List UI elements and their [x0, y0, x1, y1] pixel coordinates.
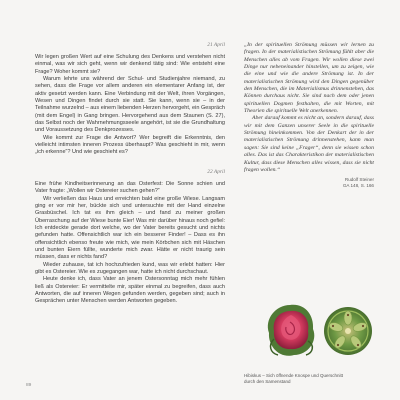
body-paragraph: Wieder zuhause, tat ich hochzufrieden kund, was wir erlebt hatten: Hier gibt es Ostereier. Wie es zugegangen war, hatte ich nicht durchschaut.	[35, 261, 225, 275]
page-number: 89	[26, 383, 32, 388]
quote-source	[244, 177, 374, 188]
image-caption: Hibiskus – Sich öffnende Knospe und Querschnitt durch den Samenstand	[244, 373, 343, 384]
hibiscus-bud-icon	[268, 305, 314, 356]
body-paragraph: Wie kommt zur Frage die Antwort? Wer begreift die Erkenntnis, den vielleicht intimsten inneren Prozess überhaupt? Was geschieht in mir, wenn „ich erkenne“? Und wie geschieht es?	[35, 134, 225, 156]
body-paragraph: Wir legen großen Wert auf eine Schulung des Denkens und verstehen nicht einmal, was wir sich geht, wenn wir denkend tätig sind: Wie entsteht eine Frage? Woher kommt sie?	[35, 54, 225, 75]
body-paragraph: Wir verließen das Haus und erreichten bald eine große Wiese. Langsam ging er vor mir her, bückte sich und untersuchte mit der Hand einzelne Grasbüschel. Ich tat es ihm gleich – und fand zu meiner großen Überraschung auf der Wiese bunte Eier! Was mir darüber hinaus noch gefiel: Ich entdeckte gerade dort welche, wo der Vater bereits gesucht und nichts gefunden hatte. Offensichtlich war ich ein besserer Finder! – Dass es ihn offensichtlich ebenso freute wie mich, wie mein Körbchen sich mit Häschen und bunten Eiern füllte, wunderte mich zwar. Hätte er nicht traurig sein müssen, dass er nichts fand?	[35, 195, 225, 261]
body-paragraph: Warum lehrte uns während der Schul- und Studienjahre niemand, zu sehen, dass die Frage vor allem anderen ein elementarer Anfang ist, der aktiv gesetzt werden kann. Eine Verbindung mit der Welt, ihren Vorgängen, Wesen und Dingen findet durch sie statt. Sie kann, wenn sie – in der Teilnahme wurzelnd – aus einem liebenden Herzen hervorgeht, ein Gespräch (mit dem Engel) in Gang bringen. Hervorgehend aus dem Staunen (S. 27), das Selbst noch der Wahrnehmungsseele angehört, ist sie die Grundhaltung und Voraussetzung des Denkprozesses.	[35, 76, 225, 134]
entry-date: 21 April	[207, 42, 225, 48]
body-paragraph: Eine frühe Kindheitserinnerung an das Osterfest: Die Sonne schien und Vater fragte: „Wollen wir Ostereier suchen gehen?“	[35, 180, 225, 195]
steiner-quote: „In der spirituellen Strömung müssen wir lernen zu fragen. In der materialistischen Strömung fühlt aber die Menschen alles ab vom Fragen. Wir wollen diese zwei Dinge nur nebeneinander hinstellen, um zu zeigen, wie die eine und wie die andere Strömung ist. In der materialistischen Strömung wird den Dingen gegenüber den Menschen, die im Materialismus drinnenstehen, das Können durchaus nicht. Sie sind nach dem oder jenen spirituellen Dogmen festhalten, die mit Worten, mit Theorien die spirituelle Welt anerkennen.	[244, 42, 374, 115]
left-column	[35, 42, 225, 306]
seed-pod-cross-section-icon	[324, 307, 372, 355]
source-reference: GA 148, S. 166	[342, 182, 374, 188]
hibiscus-illustration	[260, 295, 376, 371]
source-author: Rudolf Steiner	[344, 177, 374, 183]
right-column	[244, 42, 374, 188]
body-paragraph: Heute denke ich, dass Vater an jenem Ostersonntag mich mehr fühlen ließ als Ostereier: Er vermittelte mir, später einmal zu begreifen, dass auch Antworten, die auf inneren Wegen gefunden werden, gegeben sind; auch in Gesprächen unter Menschen werden Antworten gegeben.	[35, 276, 225, 305]
steiner-quote: Aber darauf kommt es nicht an, sondern darauf, dass wir mit dem Ganzen unserer Seele in die spirituelle Strömung hineinkommen. Von der Denkart der in der materialistischen Strömung drinnenstehen, kann man sagen: Sie sind keine „Frager“, denn sie wissen schon alles. Das ist das Charakteristikon der materialistischen Kultur, dass diese Menschen alles wissen, dass sie nicht fragen wollen.“	[244, 115, 374, 173]
entry-date: 22 April	[207, 168, 225, 175]
